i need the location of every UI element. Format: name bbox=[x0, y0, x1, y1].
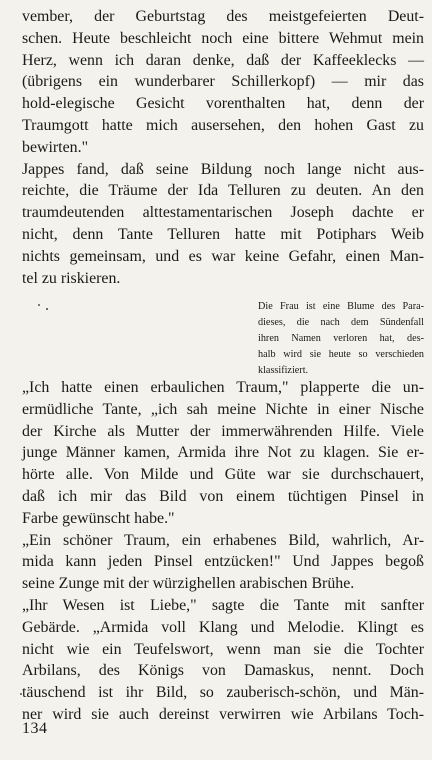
text-line: Herz, wenn ich daran denke, daß der Kaffeeklecks — bbox=[22, 51, 424, 69]
text-line: bewirten." bbox=[22, 138, 89, 156]
text-line: Traumgott hatte mich ausersehen, den hohen Gast zu bbox=[22, 116, 424, 134]
paragraph-continuation bbox=[22, 6, 424, 159]
note-line: dieses, die nach dem Sündenfall bbox=[258, 316, 424, 328]
text-line: hold-elegische Gesicht vorenthalten hat, denn der bbox=[22, 95, 424, 113]
text-line: Gebärde. „Armida voll Klang und Melodie. Klingt es bbox=[22, 618, 424, 636]
text-line: mida kann jeden Pinsel entzücken!" Und Jappes begoß bbox=[22, 553, 424, 571]
note-line: ihren Namen verloren hat, des- bbox=[258, 332, 424, 344]
paragraph-jappes bbox=[22, 159, 424, 290]
text-line: nichts gemeinsam, und es war keine Gefahr, einen Man- bbox=[22, 247, 424, 265]
note-line: Die Frau ist eine Blume des Para- bbox=[258, 301, 424, 312]
note-line: halb wird sie heute so verschieden bbox=[258, 348, 424, 360]
text-line: seine Zunge mit der würzighellen arabischen Brühe. bbox=[22, 575, 355, 593]
paper-speck bbox=[20, 693, 22, 695]
text-line: Arbilans, des Königs von Damaskus, nennt. Doch bbox=[22, 662, 424, 680]
text-line: junge Männer kamen, Armida ihre Not zu klagen. Sie er- bbox=[22, 444, 424, 462]
paragraph-jappes-reply bbox=[22, 530, 424, 595]
text-line: schen. Heute beschleicht noch eine bittere Wehmut mein bbox=[22, 29, 424, 47]
text-line: hörte alle. Von Milde und Güte war sie durchschauert, bbox=[22, 466, 424, 484]
text-line: vember, der Geburtstag des meistgefeierten Deut- bbox=[22, 8, 424, 25]
text-line: ner wird sie auch dereinst verwirren wie Arbilans Toch- bbox=[22, 705, 424, 723]
paragraph-armida bbox=[22, 595, 424, 726]
text-line: „Ich hatte einen erbaulichen Traum," plapperte die un- bbox=[22, 379, 424, 396]
text-line: der Kirche als Mutter der immerwährenden Hilfe. Viele bbox=[22, 422, 424, 440]
paper-speck bbox=[46, 308, 48, 310]
text-line: „Ein schöner Traum, ein erhabenes Bild, wahrlich, Ar- bbox=[22, 531, 424, 549]
text-line: (übrigens ein wunderbarer Schillerkopf) — mir das bbox=[22, 73, 424, 91]
upper-text bbox=[22, 6, 424, 289]
text-line: reichte, die Träume der Ida Telluren zu deuten. An den bbox=[22, 182, 424, 200]
text-line: ermüdliche Tante, „ich sah meine Nichte in einer Nische bbox=[22, 400, 424, 418]
paragraph-tante-dream bbox=[22, 377, 424, 530]
text-line: nicht, denn Tante Telluren hatte mit Potiphars Weib bbox=[22, 225, 424, 243]
text-line: Jappes fand, daß seine Bildung noch lange nicht aus- bbox=[22, 160, 424, 178]
page-number: 134 bbox=[22, 720, 48, 737]
text-line: Farbe gewünscht habe." bbox=[22, 509, 175, 527]
text-line: nicht wie ein Teufelswort, wenn man sie die Tochter bbox=[22, 640, 424, 658]
text-line: „Ihr Wesen ist Liebe," sagte die Tante mit sanfter bbox=[22, 596, 424, 614]
lower-text bbox=[22, 377, 424, 726]
note-line: klassifiziert. bbox=[258, 364, 309, 376]
text-line: tel zu riskieren. bbox=[22, 269, 121, 287]
text-line: täuschend ist ihr Bild, so zauberisch-schön, und Män- bbox=[22, 684, 424, 702]
paper-speck bbox=[38, 304, 40, 306]
marginal-note bbox=[258, 299, 424, 379]
text-line: daß ich mir das Bild von einem tüchtigen Pinsel in bbox=[22, 487, 424, 505]
text-line: traumdeutenden alttestamentarischen Joseph dachte er bbox=[22, 204, 424, 222]
